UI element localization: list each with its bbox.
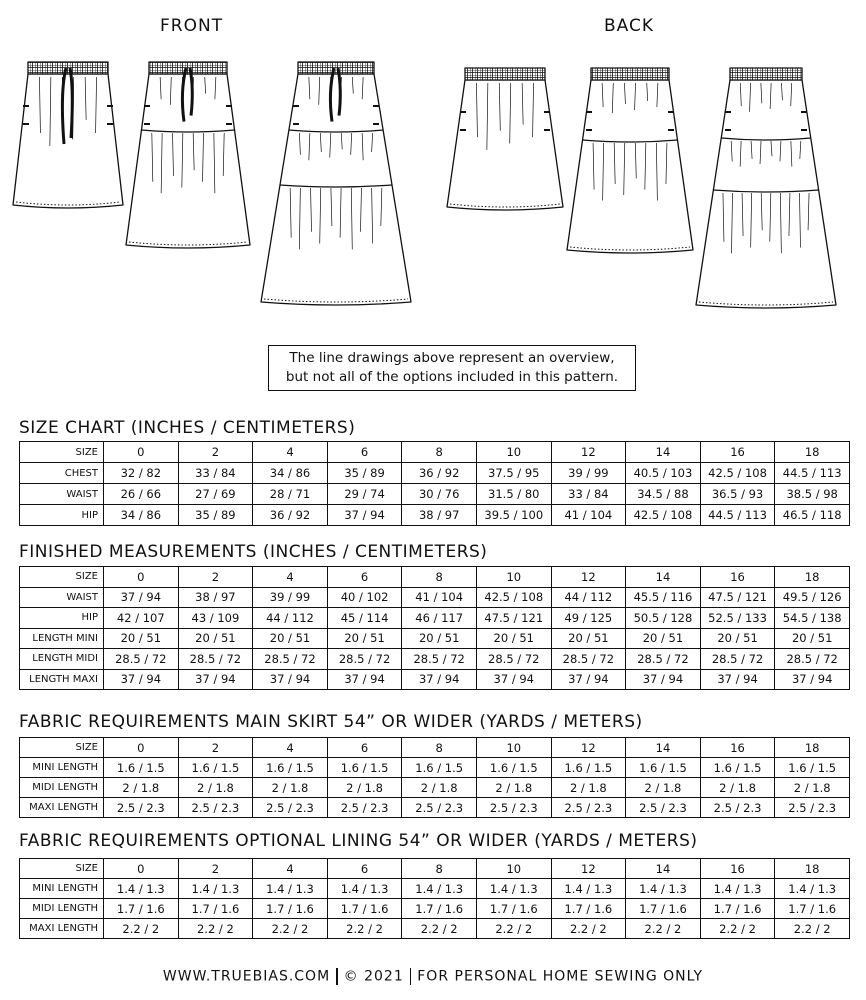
table-cell: 43 / 109 [178, 608, 253, 629]
table-cell: 2.2 / 2 [327, 919, 402, 939]
size-header-cell: 0 [104, 442, 179, 463]
table-cell: 37 / 94 [327, 505, 402, 526]
table-cell: 39 / 99 [253, 587, 328, 608]
size-header-row [20, 738, 850, 758]
table-row [20, 505, 850, 526]
size-header-cell: 16 [700, 859, 775, 879]
table-cell: 2.2 / 2 [104, 919, 179, 939]
table-cell: 28.5 / 72 [327, 649, 402, 670]
table-cell: 1.6 / 1.5 [402, 758, 477, 778]
table-cell: 20 / 51 [551, 628, 626, 649]
finished-measurements-title: FINISHED MEASUREMENTS (INCHES / CENTIMETERS) [19, 542, 488, 562]
table-cell: 42.5 / 108 [700, 463, 775, 484]
table-cell: 28.5 / 72 [551, 649, 626, 670]
table-cell: 2.2 / 2 [402, 919, 477, 939]
table-cell: 41 / 104 [551, 505, 626, 526]
size-header-label: SIZE [20, 567, 104, 588]
table-row [20, 778, 850, 798]
table-cell: 45.5 / 116 [626, 587, 701, 608]
back-midi-skirt-body [567, 80, 693, 253]
table-cell: 1.6 / 1.5 [104, 758, 179, 778]
table-cell: 1.6 / 1.5 [327, 758, 402, 778]
table-cell: 20 / 51 [775, 628, 850, 649]
table-row [20, 899, 850, 919]
table-cell: 20 / 51 [253, 628, 328, 649]
size-header-cell: 6 [327, 567, 402, 588]
table-cell: 37.5 / 95 [476, 463, 551, 484]
table-cell: 20 / 51 [626, 628, 701, 649]
row-label: MINI LENGTH [20, 758, 104, 778]
table-cell: 1.7 / 1.6 [253, 899, 328, 919]
size-header-cell: 8 [402, 738, 477, 758]
table-cell: 34 / 86 [104, 505, 179, 526]
back-view-label: BACK [604, 16, 655, 36]
front-mini-skirt-waistband [28, 62, 108, 74]
size-header-cell: 4 [253, 567, 328, 588]
table-row [20, 669, 850, 690]
size-header-cell: 14 [626, 567, 701, 588]
table-cell: 36 / 92 [253, 505, 328, 526]
table-cell: 2.2 / 2 [178, 919, 253, 939]
size-header-cell: 10 [476, 859, 551, 879]
table-cell: 42 / 107 [104, 608, 179, 629]
size-header-cell: 6 [327, 442, 402, 463]
size-header-cell: 10 [476, 442, 551, 463]
table-row [20, 879, 850, 899]
table-cell: 29 / 74 [327, 484, 402, 505]
table-cell: 2 / 1.8 [104, 778, 179, 798]
row-label: WAIST [20, 484, 104, 505]
table-cell: 44 / 112 [551, 587, 626, 608]
size-header-cell: 2 [178, 859, 253, 879]
table-cell: 37 / 94 [402, 669, 477, 690]
table-cell: 37 / 94 [775, 669, 850, 690]
table-cell: 2.2 / 2 [253, 919, 328, 939]
table-cell: 28.5 / 72 [178, 649, 253, 670]
size-header-row [20, 442, 850, 463]
footer-divider [410, 968, 412, 985]
table-cell: 2.2 / 2 [551, 919, 626, 939]
table-cell: 1.6 / 1.5 [253, 758, 328, 778]
table-cell: 1.6 / 1.5 [700, 758, 775, 778]
row-label: MAXI LENGTH [20, 798, 104, 818]
table-cell: 1.7 / 1.6 [178, 899, 253, 919]
table-cell: 2.5 / 2.3 [700, 798, 775, 818]
table-cell: 39.5 / 100 [476, 505, 551, 526]
table-cell: 1.4 / 1.3 [402, 879, 477, 899]
table-cell: 37 / 94 [551, 669, 626, 690]
table-cell: 1.4 / 1.3 [178, 879, 253, 899]
table-cell: 2.5 / 2.3 [402, 798, 477, 818]
table-cell: 2 / 1.8 [476, 778, 551, 798]
table-row [20, 484, 850, 505]
table-cell: 2 / 1.8 [551, 778, 626, 798]
table-cell: 20 / 51 [700, 628, 775, 649]
finished-measurements-table [19, 566, 850, 690]
size-header-cell: 18 [775, 738, 850, 758]
table-cell: 2 / 1.8 [775, 778, 850, 798]
table-cell: 36.5 / 93 [700, 484, 775, 505]
table-cell: 33 / 84 [551, 484, 626, 505]
table-cell: 1.7 / 1.6 [327, 899, 402, 919]
back-maxi-skirt-waistband [730, 68, 802, 80]
footer-copyright: © 2021 [343, 968, 404, 985]
table-cell: 54.5 / 138 [775, 608, 850, 629]
table-cell: 41 / 104 [402, 587, 477, 608]
row-label: MIDI LENGTH [20, 899, 104, 919]
table-cell: 50.5 / 128 [626, 608, 701, 629]
table-cell: 1.4 / 1.3 [775, 879, 850, 899]
size-header-cell: 10 [476, 738, 551, 758]
table-cell: 2.5 / 2.3 [626, 798, 701, 818]
table-cell: 27 / 69 [178, 484, 253, 505]
table-row [20, 758, 850, 778]
row-label: LENGTH MAXI [20, 669, 104, 690]
size-header-cell: 2 [178, 442, 253, 463]
size-header-cell: 2 [178, 738, 253, 758]
table-cell: 1.6 / 1.5 [476, 758, 551, 778]
back-mini-skirt-body [447, 80, 563, 210]
back-mini-skirt-waistband [465, 68, 545, 80]
table-cell: 2.2 / 2 [700, 919, 775, 939]
fabric-lining-table [19, 858, 850, 939]
size-header-cell: 18 [775, 442, 850, 463]
size-header-cell: 16 [700, 442, 775, 463]
front-maxi-skirt-body [261, 74, 411, 305]
table-cell: 2.5 / 2.3 [253, 798, 328, 818]
table-cell: 45 / 114 [327, 608, 402, 629]
table-cell: 44.5 / 113 [700, 505, 775, 526]
table-cell: 26 / 66 [104, 484, 179, 505]
table-cell: 2.5 / 2.3 [775, 798, 850, 818]
table-cell: 49 / 125 [551, 608, 626, 629]
row-label: HIP [20, 505, 104, 526]
table-cell: 30 / 76 [402, 484, 477, 505]
table-cell: 2.2 / 2 [476, 919, 551, 939]
table-cell: 42.5 / 108 [626, 505, 701, 526]
footer [0, 968, 866, 985]
table-cell: 33 / 84 [178, 463, 253, 484]
table-cell: 28.5 / 72 [104, 649, 179, 670]
table-cell: 34 / 86 [253, 463, 328, 484]
row-label: HIP [20, 608, 104, 629]
table-cell: 1.4 / 1.3 [327, 879, 402, 899]
size-header-label: SIZE [20, 738, 104, 758]
overview-note [268, 345, 636, 391]
size-header-cell: 4 [253, 859, 328, 879]
size-header-cell: 0 [104, 738, 179, 758]
row-label: MIDI LENGTH [20, 778, 104, 798]
table-cell: 1.6 / 1.5 [626, 758, 701, 778]
size-header-cell: 14 [626, 442, 701, 463]
table-cell: 28.5 / 72 [626, 649, 701, 670]
table-cell: 37 / 94 [253, 669, 328, 690]
table-cell: 20 / 51 [327, 628, 402, 649]
table-row [20, 919, 850, 939]
size-header-cell: 18 [775, 567, 850, 588]
row-label: MAXI LENGTH [20, 919, 104, 939]
size-header-cell: 8 [402, 859, 477, 879]
table-cell: 20 / 51 [104, 628, 179, 649]
row-label: LENGTH MIDI [20, 649, 104, 670]
table-cell: 2.2 / 2 [626, 919, 701, 939]
table-cell: 2.5 / 2.3 [178, 798, 253, 818]
front-midi-skirt-waistband [149, 62, 227, 74]
table-cell: 37 / 94 [700, 669, 775, 690]
table-cell: 20 / 51 [402, 628, 477, 649]
size-header-cell: 12 [551, 738, 626, 758]
table-cell: 38.5 / 98 [775, 484, 850, 505]
table-cell: 37 / 94 [104, 587, 179, 608]
table-cell: 1.6 / 1.5 [551, 758, 626, 778]
table-cell: 37 / 94 [104, 669, 179, 690]
table-cell: 28.5 / 72 [402, 649, 477, 670]
size-header-row [20, 859, 850, 879]
size-header-cell: 18 [775, 859, 850, 879]
size-header-cell: 16 [700, 567, 775, 588]
table-cell: 2.5 / 2.3 [551, 798, 626, 818]
table-cell: 37 / 94 [327, 669, 402, 690]
table-cell: 34.5 / 88 [626, 484, 701, 505]
table-cell: 1.4 / 1.3 [104, 879, 179, 899]
size-header-cell: 0 [104, 567, 179, 588]
table-row [20, 587, 850, 608]
table-row [20, 628, 850, 649]
table-cell: 1.7 / 1.6 [402, 899, 477, 919]
table-cell: 39 / 99 [551, 463, 626, 484]
table-row [20, 798, 850, 818]
table-cell: 44.5 / 113 [775, 463, 850, 484]
size-header-cell: 12 [551, 859, 626, 879]
table-cell: 46 / 117 [402, 608, 477, 629]
table-cell: 2.5 / 2.3 [476, 798, 551, 818]
table-cell: 1.6 / 1.5 [178, 758, 253, 778]
table-cell: 47.5 / 121 [700, 587, 775, 608]
size-header-cell: 8 [402, 567, 477, 588]
table-cell: 2 / 1.8 [253, 778, 328, 798]
size-chart-title: SIZE CHART (INCHES / CENTIMETERS) [19, 418, 356, 438]
overview-note-line-2: but not all of the options included in this pattern. [285, 369, 619, 385]
table-cell: 37 / 94 [178, 669, 253, 690]
back-maxi-skirt-body [696, 80, 836, 308]
table-cell: 38 / 97 [178, 587, 253, 608]
table-cell: 40 / 102 [327, 587, 402, 608]
row-label: LENGTH MINI [20, 628, 104, 649]
table-cell: 52.5 / 133 [700, 608, 775, 629]
front-midi-skirt-body [126, 74, 250, 248]
table-row [20, 649, 850, 670]
table-cell: 1.4 / 1.3 [476, 879, 551, 899]
table-cell: 1.4 / 1.3 [551, 879, 626, 899]
table-cell: 1.7 / 1.6 [476, 899, 551, 919]
size-header-row [20, 567, 850, 588]
table-cell: 35 / 89 [327, 463, 402, 484]
size-header-cell: 2 [178, 567, 253, 588]
table-cell: 1.7 / 1.6 [775, 899, 850, 919]
size-header-cell: 12 [551, 442, 626, 463]
table-row [20, 608, 850, 629]
table-cell: 40.5 / 103 [626, 463, 701, 484]
table-cell: 1.7 / 1.6 [551, 899, 626, 919]
table-cell: 37 / 94 [626, 669, 701, 690]
table-cell: 42.5 / 108 [476, 587, 551, 608]
size-header-cell: 4 [253, 442, 328, 463]
table-cell: 47.5 / 121 [476, 608, 551, 629]
table-cell: 2.2 / 2 [775, 919, 850, 939]
table-cell: 1.6 / 1.5 [775, 758, 850, 778]
table-cell: 2 / 1.8 [327, 778, 402, 798]
size-header-cell: 0 [104, 859, 179, 879]
overview-note-line-1: The line drawings above represent an overview, [289, 350, 615, 366]
fabric-main-skirt-table [19, 737, 850, 818]
table-cell: 32 / 82 [104, 463, 179, 484]
table-cell: 1.4 / 1.3 [253, 879, 328, 899]
table-cell: 35 / 89 [178, 505, 253, 526]
size-header-cell: 12 [551, 567, 626, 588]
table-row [20, 463, 850, 484]
size-header-cell: 6 [327, 859, 402, 879]
front-view-label: FRONT [160, 16, 224, 36]
table-cell: 38 / 97 [402, 505, 477, 526]
table-cell: 49.5 / 126 [775, 587, 850, 608]
table-cell: 28 / 71 [253, 484, 328, 505]
footer-website: WWW.TRUEBIAS.COM [162, 968, 331, 985]
fabric-main-skirt-title: FABRIC REQUIREMENTS MAIN SKIRT 54” OR WIDER (YARDS / METERS) [19, 712, 643, 732]
size-header-cell: 6 [327, 738, 402, 758]
front-mini-skirt-body [13, 74, 123, 208]
size-header-cell: 4 [253, 738, 328, 758]
table-cell: 2 / 1.8 [626, 778, 701, 798]
footer-notice: FOR PERSONAL HOME SEWING ONLY [417, 968, 704, 985]
row-label: WAIST [20, 587, 104, 608]
table-cell: 1.4 / 1.3 [700, 879, 775, 899]
size-header-cell: 16 [700, 738, 775, 758]
footer-divider [336, 968, 338, 985]
table-cell: 2.5 / 2.3 [327, 798, 402, 818]
table-cell: 31.5 / 80 [476, 484, 551, 505]
table-cell: 28.5 / 72 [700, 649, 775, 670]
size-header-cell: 14 [626, 859, 701, 879]
row-label: CHEST [20, 463, 104, 484]
size-header-label: SIZE [20, 859, 104, 879]
table-cell: 28.5 / 72 [476, 649, 551, 670]
row-label: MINI LENGTH [20, 879, 104, 899]
size-header-cell: 14 [626, 738, 701, 758]
fabric-lining-title: FABRIC REQUIREMENTS OPTIONAL LINING 54” OR WIDER (YARDS / METERS) [19, 831, 698, 851]
table-cell: 20 / 51 [178, 628, 253, 649]
back-midi-skirt-waistband [591, 68, 669, 80]
table-cell: 28.5 / 72 [775, 649, 850, 670]
size-header-cell: 8 [402, 442, 477, 463]
table-cell: 1.7 / 1.6 [700, 899, 775, 919]
table-cell: 1.4 / 1.3 [626, 879, 701, 899]
skirt-line-drawings [0, 0, 866, 330]
table-cell: 2 / 1.8 [402, 778, 477, 798]
table-cell: 44 / 112 [253, 608, 328, 629]
front-maxi-skirt-waistband [298, 62, 374, 74]
table-cell: 46.5 / 118 [775, 505, 850, 526]
table-cell: 36 / 92 [402, 463, 477, 484]
table-cell: 1.7 / 1.6 [626, 899, 701, 919]
table-cell: 2.5 / 2.3 [104, 798, 179, 818]
table-cell: 20 / 51 [476, 628, 551, 649]
table-cell: 37 / 94 [476, 669, 551, 690]
table-cell: 2 / 1.8 [700, 778, 775, 798]
table-cell: 28.5 / 72 [253, 649, 328, 670]
size-header-label: SIZE [20, 442, 104, 463]
table-cell: 1.7 / 1.6 [104, 899, 179, 919]
size-header-cell: 10 [476, 567, 551, 588]
size-chart-table [19, 441, 850, 526]
table-cell: 2 / 1.8 [178, 778, 253, 798]
